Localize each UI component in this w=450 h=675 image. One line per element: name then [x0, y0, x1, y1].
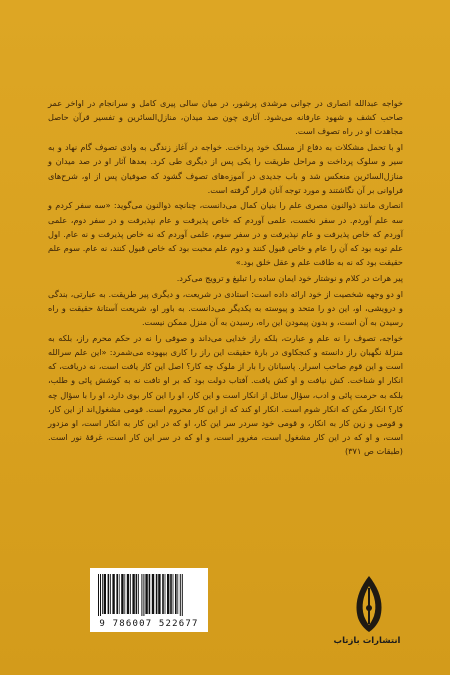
barcode-bar	[175, 574, 177, 614]
publisher-logo-icon	[344, 574, 394, 634]
barcode-bar	[162, 574, 164, 614]
barcode-bar	[112, 574, 114, 614]
barcode-bar	[143, 574, 144, 616]
barcode-bar	[98, 574, 99, 616]
barcode-bar	[170, 574, 172, 614]
publisher-name: انتشارات بازتاب	[333, 636, 401, 646]
barcode-bar	[145, 574, 147, 614]
barcode-bar	[141, 574, 142, 616]
paragraph-3: انصاری مانند ذوالنون مصری علم را بنیان کمال می‌دانست، چنانچه ذوالنون می‌گوید: «سه سفر کردم و سه علم آوردم. در سفر نخست، علمی آوردم که خاص پذیرفت و عام نپذیرفت و در سفر دوم، علمی آوردم که خاص پذیرفت و عام نپذیرفت و در سفر سوم، علمی آوردم که نه خاص پذیرفت و نه عام. اول علم توبه بود که آن را عام و خاص قبول کنند و دوم علم محبت بود که خاص قبول کنند، نه عام. سوم علم حقیقت بود که نه به طاقت علم و عقل خلق بود.»	[48, 200, 403, 268]
barcode-digits: 9 786007 522677	[99, 619, 199, 629]
barcode-bar	[102, 574, 103, 614]
barcode-bar	[132, 574, 134, 614]
barcode-bar	[180, 574, 181, 616]
barcode-bar	[167, 574, 169, 614]
barcode-bar	[116, 574, 118, 614]
barcode-bar	[127, 574, 129, 614]
paragraph-4: پیر هرات در کلام و نوشتار خود ایمان ساده را تبلیغ و ترویج می‌کرد.	[176, 272, 403, 283]
paragraph-1: خواجه عبدالله انصاری در جوانی مرشدی پرشور، در میان سالی پیری کامل و سرانجام در اواخر عمر صاحب کشف و شهود عارفانه می‌شود. آثاری چون صد میدان، منازل‌السائرین و تفسیر قرآن حاصل مجاهدت او در راه تصوف است.	[48, 98, 403, 137]
barcode-bar	[124, 574, 125, 614]
barcode-bar	[156, 574, 158, 614]
barcode-bar	[104, 574, 106, 614]
barcode-bar	[152, 574, 154, 614]
paragraph-5: او دو وجهه شخصیت از خود ارائه داده است: استادی در شریعت، و دیگری پیر طریقت. به عبارتی، بندگی و درویشی، او، این دو را متحد و پیوسته به یکدیگر می‌دانست. به باور او، شریعت آستانهٔ حقیقت و راه رسیدن به آن است، و بدون پیمودن این راه، رسیدن به آن منزل ممکن نیست.	[48, 288, 403, 328]
barcode-bar	[100, 574, 101, 616]
barcode-bar	[136, 574, 138, 614]
barcode-bar	[121, 574, 123, 614]
barcode-bar	[108, 574, 110, 614]
barcode-bar	[173, 574, 174, 614]
paragraph-6: خواجه، تصوف را نه علم و عبارت، بلکه راز خدایی می‌داند و صوفی را نه در حکم محرم راز، بلکه به منزلهٔ نگهبان راز دانسته و کنجکاوی در بارهٔ حقیقت این راز را کاری بیهوده می‌شمرد: «این علم سرالله است و این قوم صاحب اسرار. پاسبانان را بار از ملوک چه کار؟ اصل این کار یافت است، نه دریافت، که انکار او شناخت. کش نیافت و او کش یافت. آفتاب دولت بود که بر او تافت نه به کوشش پائی و طلب، بلکه به حرمت پائی و ادب، سؤال سائل از انکار است و این کار، او را این کار بوی دارد، او را با سؤال چه کار؟ انکار مکن که انکار شوم است. انکار او کند که از این کار محروم است. قومی مشغول‌اند از این کار، و قومی و زین کار به انکار، و قومی خود سردر سر این کار، او که در این کار به انکار است، او مزدور است، و او که در این کار مشغول است، مغرور است، و او که در سر این کار است، غرقهٔ نور است. (طبقات ص ٣٧١)	[48, 332, 403, 457]
paragraph-2: او با تحمل مشکلات به دفاع از مسلک خود پرداخت. خواجه در آغاز زندگی به وادی تصوف گام نهاد و به سیر و سلوک پرداخت و مراحل طریقت را یکی پس از دیگری طی کرد. بعدها آثار او در صد میدان و منازل‌السائرین منعکس شد و باب جدیدی در آموزه‌های تصوف گشود که صوفیان پس از او، شرح‌های فراوانی بر آن نگاشتند و مورد توجه آنان قرار گرفته است.	[48, 142, 403, 195]
barcode-bar	[110, 574, 111, 614]
barcode-bar	[138, 574, 139, 614]
barcode-bars	[96, 574, 202, 616]
barcode-bar	[130, 574, 131, 614]
barcode-bar	[165, 574, 166, 614]
cover-body-text	[48, 96, 403, 460]
barcode-bar	[182, 574, 183, 616]
isbn-barcode	[90, 568, 208, 632]
barcode-bar	[177, 574, 178, 614]
barcode-bar	[149, 574, 151, 614]
barcode-bar	[158, 574, 160, 614]
barcode-bar	[119, 574, 120, 614]
